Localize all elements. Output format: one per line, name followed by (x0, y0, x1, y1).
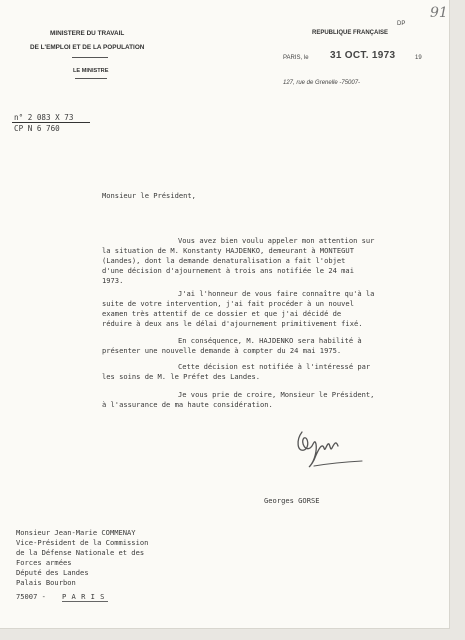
year-suffix: 19 (415, 55, 422, 61)
paragraph-2-line-3: examen très attentif de ce dossier et que j'ai décidé de (102, 309, 342, 318)
paragraph-2-line-4: réduire à deux ans le délai d'ajournement primitivement fixé. (102, 319, 363, 328)
paragraph-1-line-1: Vous avez bien voulu appeler mon attention sur (178, 236, 375, 245)
paragraph-5-line-1: Je vous prie de croire, Monsieur le Président, (178, 390, 375, 399)
ministry-name: MINISTERE DU TRAVAIL (50, 30, 125, 37)
handwritten-page-number: 91 (430, 5, 448, 21)
paragraph-2-line-2: suite de votre intervention, j'ai fait procéder à un nouvel (102, 299, 354, 308)
ministry-subtitle: DE L'EMPLOI ET DE LA POPULATION (30, 44, 145, 51)
dp-mark: DP (397, 21, 406, 27)
paragraph-3-line-2: présenter une nouvelle demande à compter du 24 mai 1975. (102, 346, 342, 355)
minister-title: LE MINISTRE (73, 68, 109, 74)
paragraph-3-line-1: En conséquence, M. HAJDENKO sera habilité à (178, 336, 362, 345)
date-stamp: 31 OCT. 1973 (330, 50, 396, 61)
paragraph-4-line-2: les soins de M. le Préfet des Landes. (102, 372, 261, 381)
recipient-line-3: de la Défense Nationale et des (16, 548, 145, 557)
recipient-line-5: Député des Landes (16, 568, 89, 577)
recipient-line-6: Palais Bourbon (16, 578, 76, 587)
paragraph-4-line-1: Cette décision est notifiée à l'intéressé par (178, 362, 371, 371)
header-divider (72, 57, 108, 58)
recipient-postcode: 75007 - (16, 592, 46, 601)
recipient-line-4: Forces armées (16, 558, 72, 567)
paragraph-1-line-4: d'une décision d'ajournement à trois ans notifiée le 24 mai (102, 266, 354, 275)
signatory-name: Georges GORSE (264, 496, 320, 505)
ministry-address: 127, rue de Grenelle -75007- (283, 80, 361, 86)
republic-heading: REPUBLIQUE FRANÇAISE (312, 30, 389, 36)
recipient-line-1: Monsieur Jean-Marie COMMENAY (16, 528, 136, 537)
paragraph-2-line-1: J'ai l'honneur de vous faire connaître qu'à la (178, 289, 375, 298)
recipient-city: P A R I S (62, 592, 105, 601)
salutation: Monsieur le Président, (102, 191, 196, 200)
paragraph-1-line-5: 1973. (102, 276, 124, 285)
place-prefix: PARIS, le (283, 55, 309, 61)
handwritten-signature (288, 420, 368, 480)
paragraph-1-line-3: (Landes), dont la demande denaturalisation a fait l'objet (102, 256, 346, 265)
minister-divider (75, 78, 107, 79)
recipient-line-2: Vice-Président de la Commission (16, 538, 149, 547)
reference-cp: CP N 6 760 (14, 124, 60, 133)
paragraph-1-line-2: la situation de M. Konstanty HAJDENKO, demeurant à MONTEGUT (102, 246, 354, 255)
reference-number: n° 2 083 X 73 (14, 113, 74, 122)
city-underline (62, 601, 108, 602)
paragraph-5-line-2: à l'assurance de ma haute considération. (102, 400, 273, 409)
